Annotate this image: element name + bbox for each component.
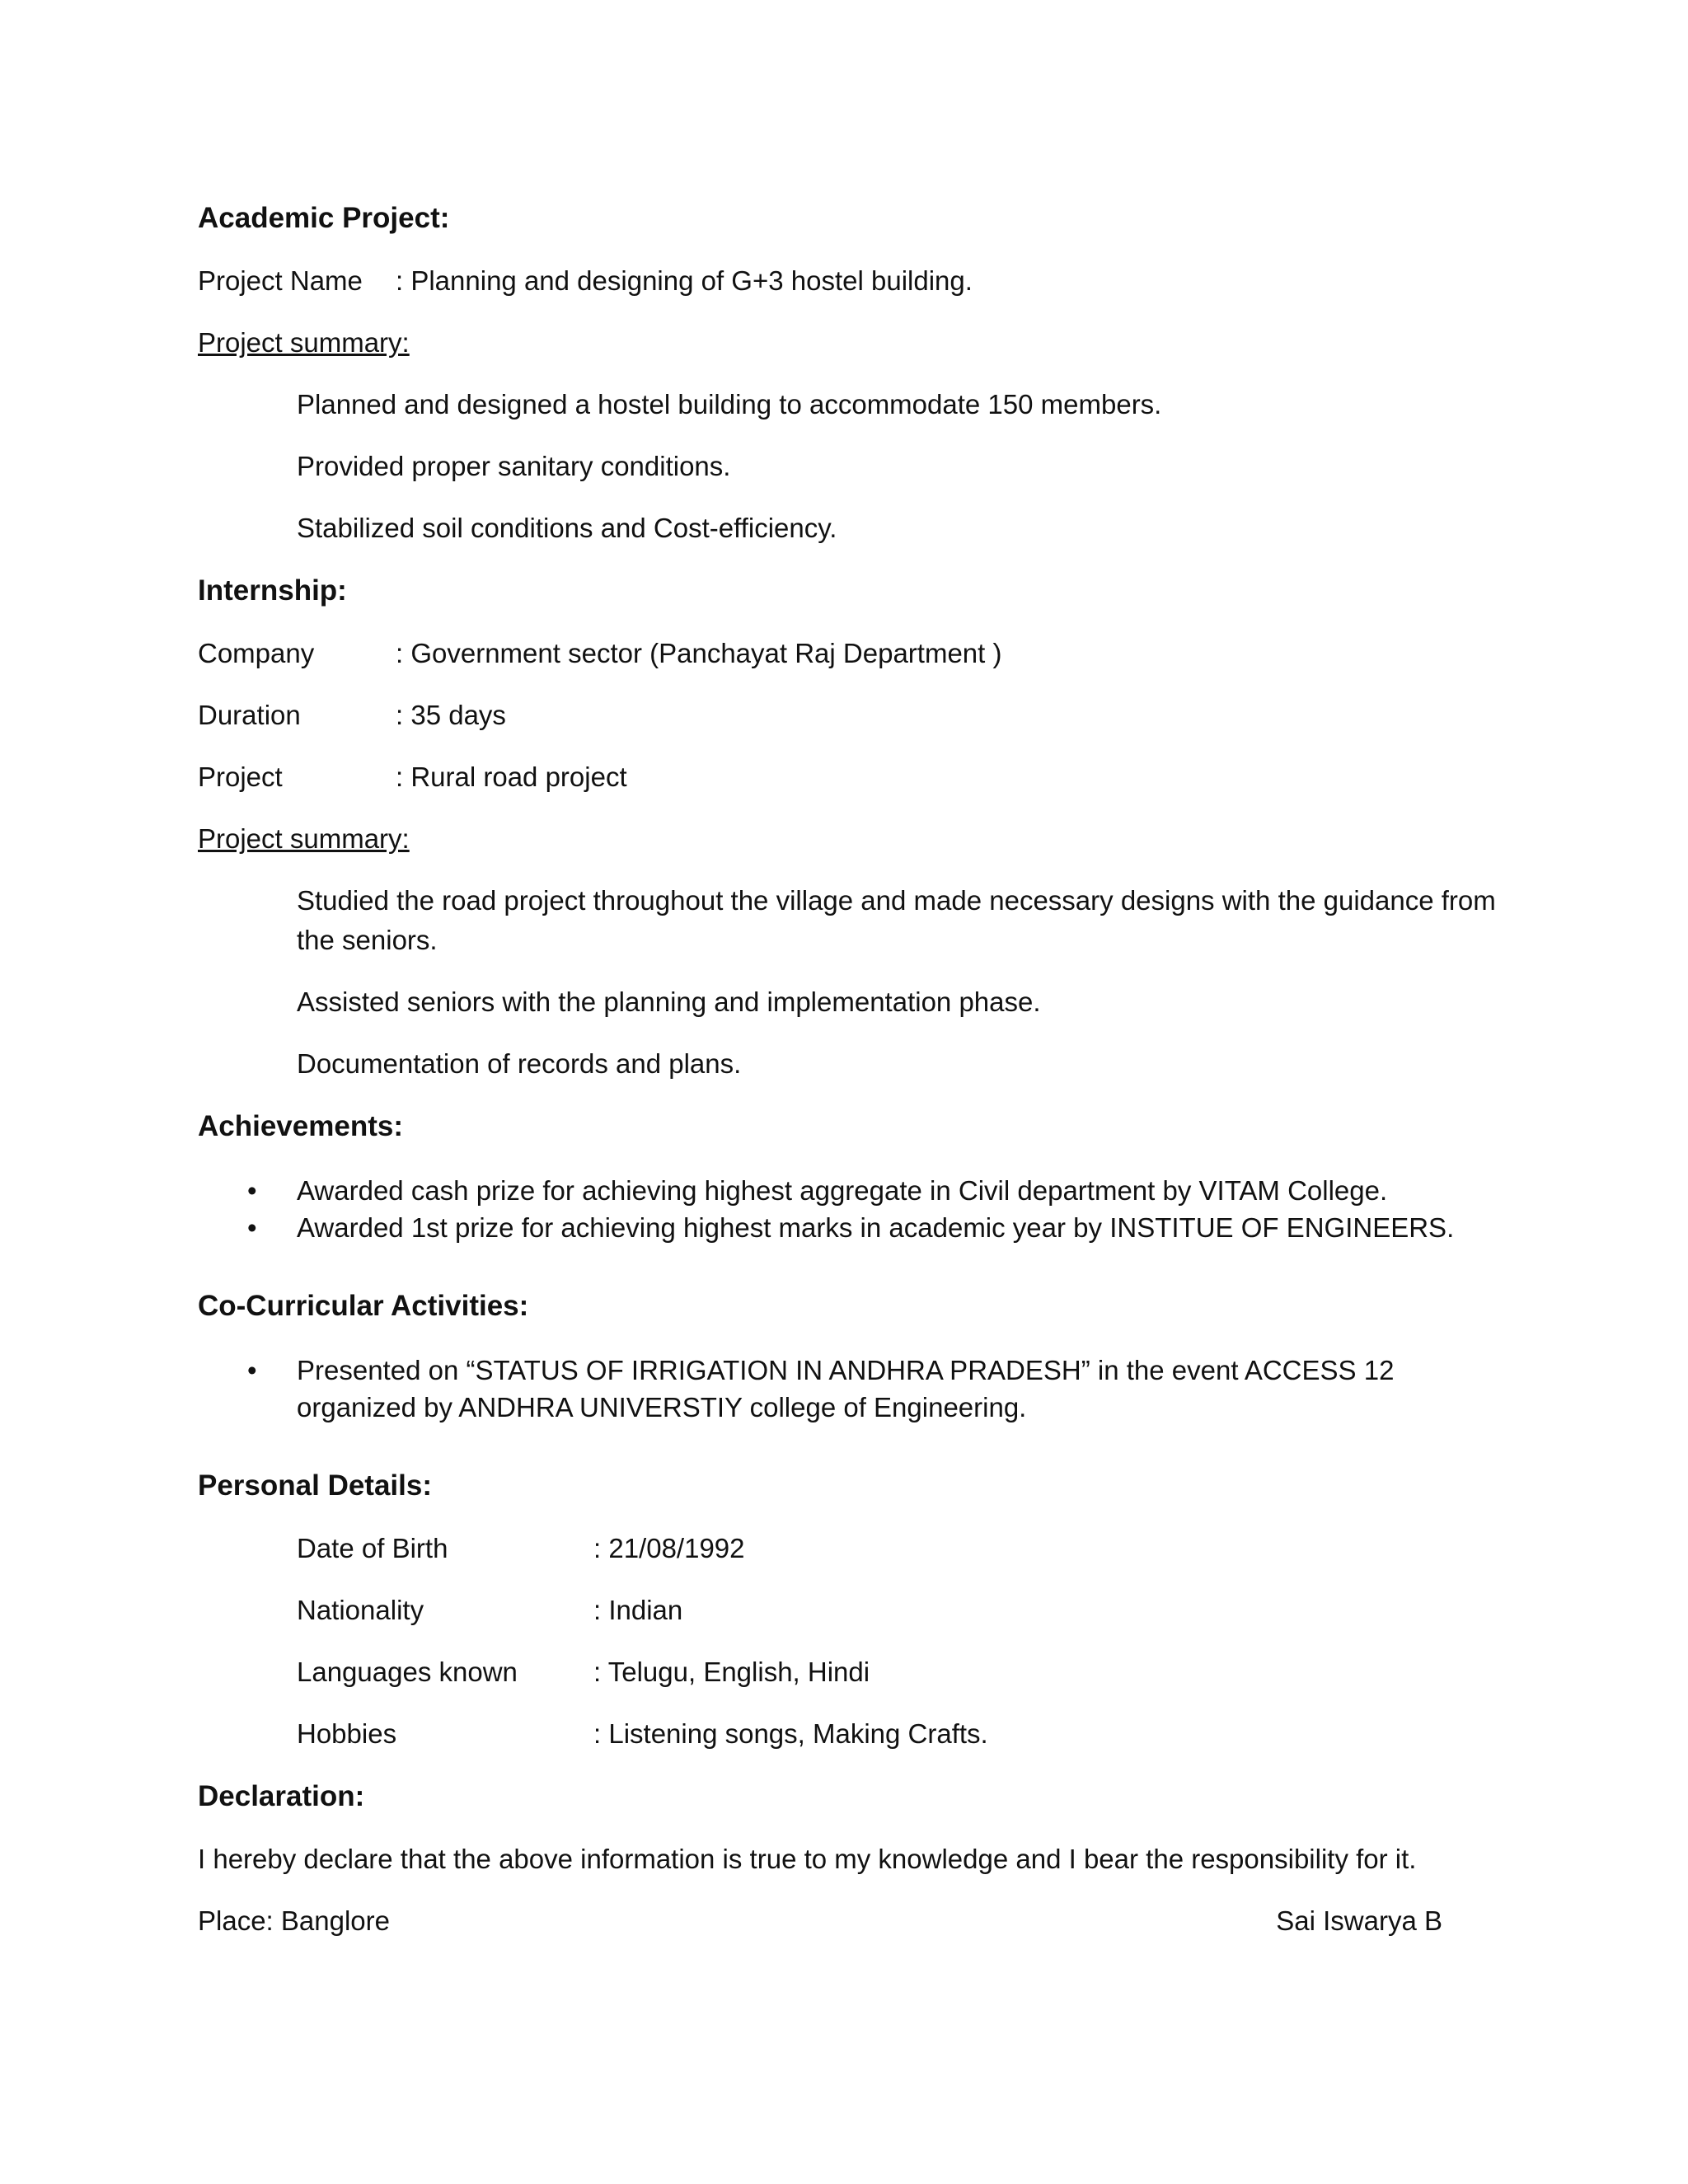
internship-summary-line: Assisted seniors with the planning and implementation phase. [297,987,1041,1017]
internship-summary-line: Studied the road project throughout the village and made necessary designs with the guidance from the seniors. [297,885,1496,955]
personal-label: Date of Birth [297,1533,448,1563]
internship-row [198,696,1500,735]
internship-label: Company [198,638,315,668]
academic-project-heading: Academic Project: [198,202,450,234]
cocurricular-text: Presented on “STATUS OF IRRIGATION IN ANDHRA PRADESH” in the event ACCESS 12 organized by ANDHRA UNIVERSTIY college of Engineering. [297,1355,1395,1422]
bullet-icon: • [247,1355,257,1385]
personal-value: : 21/08/1992 [593,1533,745,1563]
achievements-list [198,1172,1500,1246]
signature-row [198,1901,1442,1941]
resume-page [198,198,1500,1941]
personal-row [198,1652,1500,1692]
signature-name: Sai Iswarya B [1276,1905,1442,1936]
personal-row [198,1591,1500,1630]
project-name-label: Project Name [198,265,363,296]
cocurricular-heading: Co-Curricular Activities: [198,1290,529,1322]
list-item [198,1352,1500,1426]
internship-value: : 35 days [396,700,506,730]
personal-details-heading: Personal Details: [198,1469,432,1502]
academic-summary-line: Stabilized soil conditions and Cost-efficiency. [297,513,837,543]
internship-row [198,634,1500,673]
internship-summary-line: Documentation of records and plans. [297,1048,742,1079]
internship-heading: Internship: [198,574,347,607]
achievement-text: Awarded cash prize for achieving highest aggregate in Civil department by VITAM College. [297,1175,1388,1206]
internship-value: : Government sector (Panchayat Raj Department ) [396,638,1002,668]
academic-summary-line: Planned and designed a hostel building to accommodate 150 members. [297,389,1162,419]
personal-row [198,1714,1500,1754]
personal-label: Languages known [297,1657,518,1687]
academic-summary-heading: Project summary: [198,327,410,358]
internship-row [198,757,1500,797]
declaration-text: I hereby declare that the above information is true to my knowledge and I bear the responsibility for it. [198,1844,1417,1874]
declaration-heading: Declaration: [198,1780,365,1812]
personal-value: : Telugu, English, Hindi [593,1657,870,1687]
list-item [198,1172,1500,1209]
achievement-text: Awarded 1st prize for achieving highest marks in academic year by INSTITUE OF ENGINEERS. [297,1212,1455,1243]
achievements-heading: Achievements: [198,1110,403,1142]
cocurricular-list [198,1352,1500,1426]
academic-summary-line: Provided proper sanitary conditions. [297,451,731,481]
internship-value: : Rural road project [396,762,627,792]
internship-label: Duration [198,700,301,730]
bullet-icon: • [247,1212,257,1243]
personal-label: Hobbies [297,1718,397,1749]
place-text: Place: Banglore [198,1905,390,1936]
personal-row [198,1529,1500,1568]
personal-label: Nationality [297,1595,424,1625]
internship-summary-heading: Project summary: [198,823,410,854]
bullet-icon: • [247,1175,257,1206]
internship-label: Project [198,762,283,792]
personal-value: : Indian [593,1595,683,1625]
project-name-value: : Planning and designing of G+3 hostel building. [396,265,973,296]
list-item [198,1209,1500,1246]
personal-value: : Listening songs, Making Crafts. [593,1718,988,1749]
project-name-row [198,261,1500,301]
